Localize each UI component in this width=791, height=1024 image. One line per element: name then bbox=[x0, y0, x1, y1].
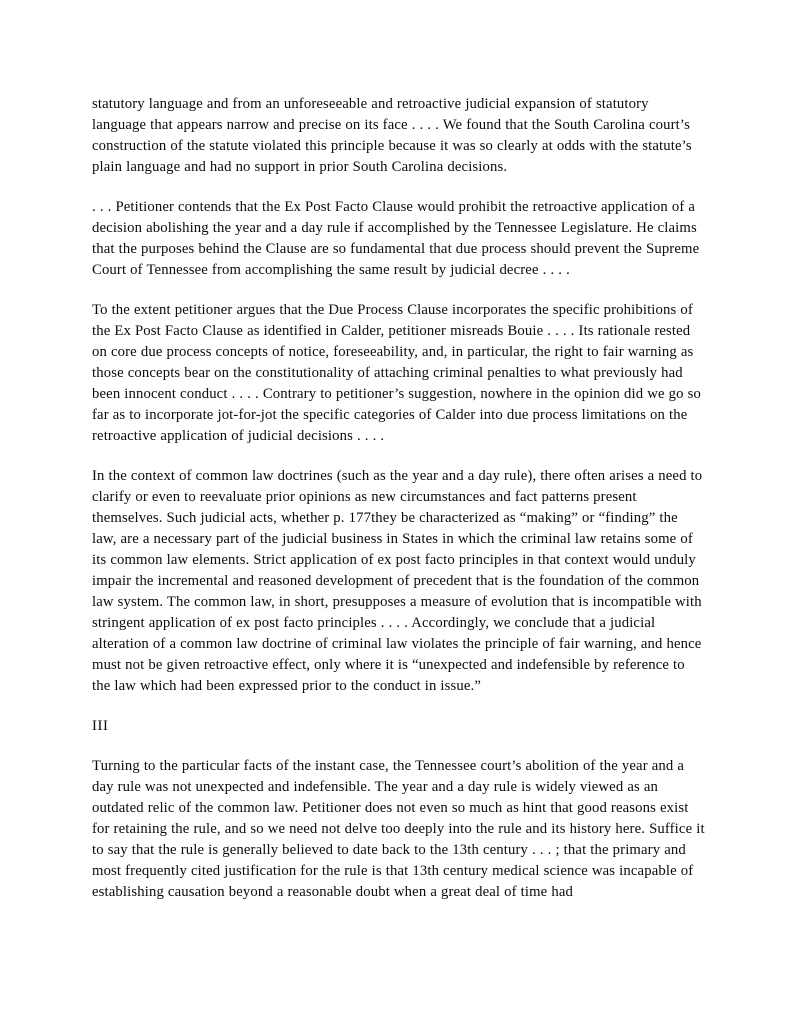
paragraph-3: To the extent petitioner argues that the Due Process Clause incorporates the specific prohibitions of the Ex Post Facto Clause as identified in Calder, petitioner misreads Bouie . . . . Its rationale rested on core due process concepts of notice, foreseeability, and, in particular, the right to fair warning as those concepts bear on the constitutionality of attaching criminal penalties to what previously had been innocent conduct . . . . Contrary to petitioner’s suggestion, nowhere in the opinion did we go so far as to incorporate jot-for-jot the specific categories of Calder into due process limitations on the retroactive application of judicial decisions . . . . bbox=[92, 302, 701, 444]
section-heading-iii: III bbox=[92, 718, 109, 734]
paragraph-5: Turning to the particular facts of the instant case, the Tennessee court’s abolition of the year and a day rule was not unexpected and indefensible. The year and a day rule is widely viewed as an outdated relic of the common law. Petitioner does not even so much as hint that good reasons exist for retaining the rule, and so we need not delve too deeply into the rule and its history here. Suffice it to say that the rule is generally believed to date back to the 13th century . . . ; that the primary and most frequently cited justification for the rule is that 13th century medical science was incapable of establishing causation beyond a reasonable doubt when a great deal of time had bbox=[92, 758, 705, 900]
paragraph-4-text-before-marker: In the context of common law doctrines (such as the year and a day rule), there often arises a need to clarify or even to reevaluate prior opinions as new circumstances and fact patterns present themselves. Such judicial acts, whether bbox=[92, 468, 703, 526]
paragraph-4 bbox=[92, 466, 706, 697]
paragraph-1: statutory language and from an unforeseeable and retroactive judicial expansion of statutory language that appears narrow and precise on its face . . . . We found that the South Carolina court’s construction of the statute violated this principle because it was so clearly at odds with the statute’s plain language and had no support in prior South Carolina decisions. bbox=[92, 96, 692, 175]
text-column bbox=[92, 94, 706, 903]
inline-page-marker: p. 177 bbox=[333, 510, 372, 526]
paragraph-2: . . . Petitioner contends that the Ex Post Facto Clause would prohibit the retroactive application of a decision abolishing the year and a day rule if accomplished by the Tennessee Legislature. He claims that the purposes behind the Clause are so fundamental that due process should prevent the Supreme Court of Tennessee from accomplishing the same result by judicial decree . . . . bbox=[92, 199, 700, 278]
paragraph-4-text-after-marker: they be characterized as “making” or “finding” the law, are a necessary part of the judicial business in States in which the criminal law retains some of its common law elements. Strict application of ex post facto principles in that context would unduly impair the incremental and reasoned development of precedent that is the foundation of the common law system. The common law, in short, presupposes a measure of evolution that is incompatible with stringent application of ex post facto principles . . . . Accordingly, we conclude that a judicial alteration of a common law doctrine of criminal law violates the principle of fair warning, and hence must not be given retroactive effect, only where it is “unexpected and indefensible by reference to the law which had been expressed prior to the conduct in issue.” bbox=[92, 510, 702, 694]
